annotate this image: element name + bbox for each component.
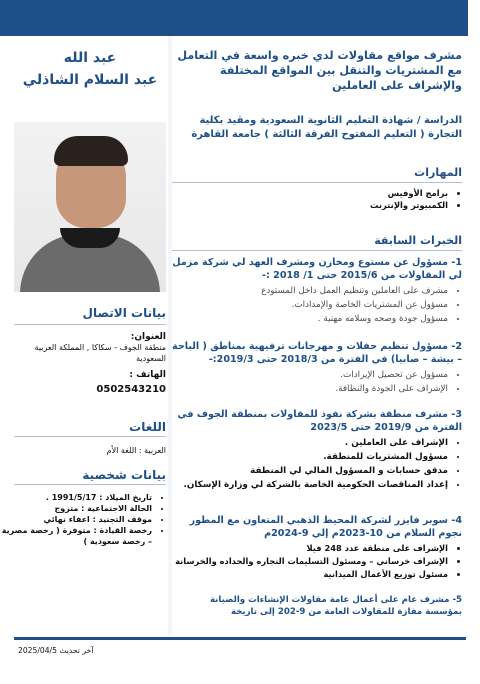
name-full: عبد السلام الشاذلي [22,72,158,88]
experience-bullet: • الإشراف خرساني – ومسئول التسليمات النجاره والحداده والخرسانة [172,555,448,568]
top-color-bar [0,0,468,36]
experience-3-title: 3- مشرف منطقة بشركة نفوذ للمقاولات بمنطقة الجوف في الفترة من 2019/9 حتى 2023/5 [177,409,462,433]
experience-4-title: 4- سوبر فايزر لشركة المحيط الذهبي المتعاون مع المطور نجوم السلام من 10-2023م إلي 9-2024م [189,515,462,539]
languages-value: العربية : اللغة الأم [106,446,166,455]
last-update: آخر تحديث 2025/04/5 [18,646,94,655]
phone-label: الهاتف : [129,370,166,380]
bottom-divider [14,637,466,640]
personal-title-line [14,484,166,485]
skill-item: • برامج الأوفيس [158,188,448,198]
experience-3-bullets [172,436,462,492]
contact-title: بيانات الاتصال [82,306,166,320]
experience-bullet: • الإشراف على منطقة عدد 248 فيلا [172,542,448,555]
experience-2-title: 2- مسؤول تنظيم حفلات و مهرجانات ترفيهية بمناطق ( الباحة – بيشة – صابيا) في الفترة من 2018/3 حتى 2019/3:- [172,341,462,365]
experience-bullet: • مسؤول جودة وصحه وسلامه مهنية . [172,312,448,326]
experience-title-line [172,250,462,251]
phone-value: 0502543210 [96,384,166,395]
experience-5-title: 5- مشرف عام على أعمال عامة مقاولات الإنشاءات والصيانة بمؤسسة مفازة للمقاولات العامة من 9-202 إلى تاريخة [209,595,462,617]
languages-title: اللغات [129,420,166,434]
skills-title-line [172,182,462,183]
experience-4 [172,514,462,581]
name-first: عبد الله [63,50,117,66]
education: الدراسة / شهادة التعليم الثانوية السعودية ومقيد بكلية التجارة ( التعليم المفتوح الفرقة الثالثة ) جامعة القاهرة [191,115,462,140]
sidebar [1,36,166,636]
languages-title-line [14,436,166,437]
profile-photo [14,122,166,292]
experience-bullet: • مسؤول عن المشتريات الخاصة والإمدادات. [172,298,448,312]
personal-item: • تاريخ الميلاد : 1991/5/17 . [0,492,152,503]
experience-1-bullets [172,284,462,326]
experience-bullet: • مسئول توزيع الأعمال الميدانية [172,568,448,581]
experience-3 [172,408,462,492]
top-right-gap [468,0,480,36]
personal-item: • رخصة القيادة : متوفرة ( رخصة مصرية – رخصة سعودية ) [0,525,152,547]
contact-block [14,332,166,395]
address-label: العنوان: [130,332,166,342]
personal-title: بيانات شخصية [82,468,166,482]
experience-bullet: • مسؤول المشتريات للمنطقة. [172,450,448,464]
experience-bullet: • الإشراف على الجودة والنظافة. [172,382,448,396]
experience-4-bullets [172,542,462,581]
experience-title: الخبرات السابقة [374,234,462,247]
personal-item: • الحالة الاجتماعية : متزوج [0,503,152,514]
experience-bullet: • مدقق حسابات و المسؤول المالي لي المنطقة [172,464,448,478]
experience-bullet: • مشرف على العاملين وتنظيم العمل داخل المستودع [172,284,448,298]
address-value: منطقة الجوف - سكاكا , المملكة العربية السعودية [34,343,166,363]
experience-1 [172,256,462,326]
photo-hair [54,136,128,166]
experience-2 [172,340,462,396]
profile-summary: مشرف مواقع مقاولات لدي خبره واسعة في التعامل مع المشتريات والتنقل بين المواقع المختلفة والإشراف على العاملين [177,49,462,92]
skill-item: • الكمبيوتر والإنترنت [158,200,448,210]
personal-item: • موقف التجنيد : اعفاء نهائي [0,514,152,525]
experience-bullet: • مسؤول عن تحصيل الإيرادات. [172,368,448,382]
experience-bullet: • الإشراف على العاملين . [172,436,448,450]
main-content [172,36,462,636]
skills-list [158,186,462,210]
experience-2-bullets [172,368,462,396]
experience-5 [172,594,462,618]
contact-title-line [14,324,166,325]
experience-bullet: • إعداد المناقصات الحكومية الخاصة بالشركة لي وزارة الإسكان. [172,478,448,492]
skills-title: المهارات [414,166,462,179]
personal-list [0,492,166,547]
experience-1-title: 1- مسؤول عن مستوع ومخازن ومشرف العهد لي شركة مزمل لي المقاولات من 2015/6 حتى 1/ 2018 :- [172,257,462,281]
